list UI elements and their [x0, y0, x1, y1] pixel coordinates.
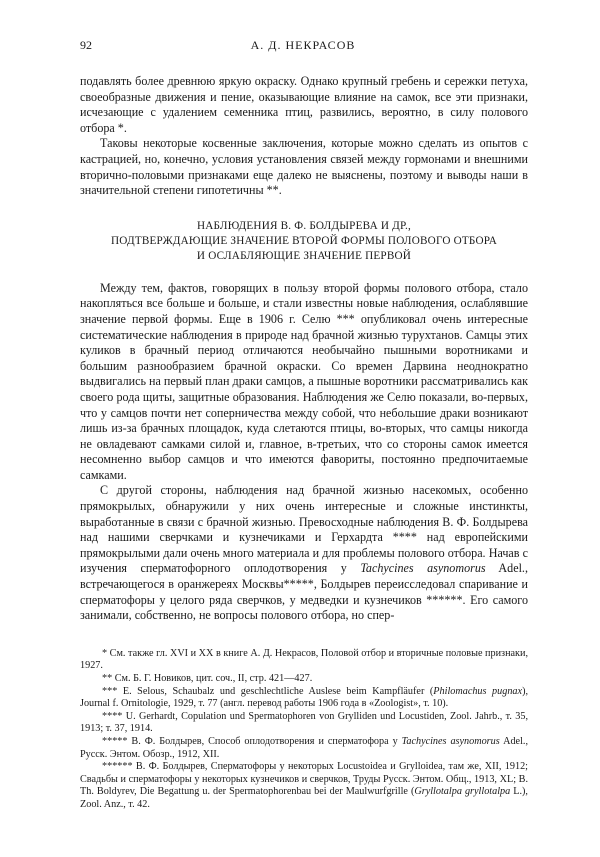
- footnote: ** См. Б. Г. Новиков, цит. соч., II, стр. 421—427.: [102, 673, 313, 684]
- species-name: Gryllotalpa gryllotalpa: [414, 786, 511, 798]
- text-run: ***** В. Ф. Болдырев, Способ оплодотворения и сперматофора у: [102, 735, 402, 747]
- heading-line: И ОСЛАБЛЯЮЩИЕ ЗНАЧЕНИЕ ПЕРВОЙ: [196, 249, 412, 262]
- footnote: [80, 736, 528, 761]
- footnote: **** U. Gerhardt, Copulation und Spermatophoren von Grylliden und Locustiden, Zool. Jahrb., т. 35, 1913; т. 37, 1914.: [80, 710, 528, 735]
- footnote: * См. также гл. XVI и XX в книге А. Д. Некрасов, Половой отбор и вторичные половые признаки, 1927.: [80, 647, 528, 672]
- heading-line: НАБЛЮДЕНИЯ В. Ф. БОЛДЫРЕВА И ДР.,: [197, 219, 411, 232]
- text-run: ****** В. Ф. Болдырев, Сперматофоры у некоторых Locustoidea и Grylloidea, там же, XII, 1912; Свадьбы и сперматофоры у некоторых кузнечиков и сверчков, Труды Русск. Энтом. Общ., 1913, XL; B. Th. Boldyrev, Die Begattung u. der Spermatophorenbau bei der Maulwurfgrille (: [80, 761, 528, 798]
- species-name: Tachycines asynomorus: [401, 735, 500, 747]
- page-number: 92: [80, 38, 92, 52]
- paragraph: Таковы некоторые косвенные заключения, которые можно сделать из опытов с кастрацией, но, конечно, условия установления связей между гормонами и внешними вторично-половыми признаками еще далеко не выяснены, поэтому и выводы наши в значительной степени гипотетичны **.: [80, 136, 528, 198]
- paragraph: [80, 483, 528, 623]
- text-run: L.), Zool. Anz., т. 42.: [80, 786, 528, 810]
- running-title: А. Д. НЕКРАСОВ: [250, 38, 356, 52]
- species-name: Philomachus pugnax: [433, 685, 523, 697]
- footnotes: [80, 648, 528, 812]
- species-name: Tachycines asynomorus: [360, 561, 486, 576]
- footnote: [80, 761, 528, 811]
- text-run: Adel., встречающегося в оранжереях Москвы*****, Болдырев переисследовал спаривание и сперматофоры у целого ряда сверчков, у медведки и кузнечиков ******. Его самого занимали, собственно, не вопросы полового отбора, но спер-: [80, 561, 528, 623]
- paragraph: подавлять более древнюю яркую окраску. Однако крупный гребень и сережки петуха, своеобразные движения и пение, оказывающие влияние на самок, все эти признаки, исчезающие с удалением семенника птиц, развились, вероятно, в силу полового отбора *.: [80, 74, 528, 135]
- text-run: Adel., Русск. Энтом. Обозр., 1912, XII.: [80, 735, 529, 760]
- main-text: [80, 74, 528, 624]
- heading-line: ПОДТВЕРЖДАЮЩИЕ ЗНАЧЕНИЕ ВТОРОЙ ФОРМЫ ПОЛОВОГО ОТБОРА: [110, 234, 498, 247]
- text-run: *** E. Selous, Schaubalz und geschlechtliche Auslese beim Kampfläufer (: [102, 685, 434, 697]
- page-header: [80, 38, 528, 58]
- paragraph: Между тем, фактов, говорящих в пользу второй формы полового отбора, стало накопляться все больше и больше, и стали известны новые наблюдения, ослаблявшие значение первой формы. Еще в 1906 г. Селю *** опубликовал очень интересные систематические наблюдения в природе над брачной жизнью турухтанов. Самцы этих куликов в брачный период отличаются необычайно пышными воротниками и большим разнообразием брачной окраски. Со времен Дарвина неоднократно выдвигались на первый план драки самцов, а пышные воротники рассматривались как своего рода щиты, защитные образования. Наблюдения же Селю показали, во-первых, что у самцов почти нет соперничества между собой, что небольшие драки возникают лишь из-за брачных площадок, куда слетаются птицы, во-вторых, что самцы никогда не овладевают самками силой и, главное, в-третьих, что со стороны самок имеется несомненно выбор самцов и что имеются фавориты, постоянно предпочитаемые самками.: [80, 280, 528, 482]
- text-run: ), Journal f. Ornitologie, 1929, т. 77 (англ. перевод работы 1906 года в «Zoologist», т. 10).: [80, 685, 529, 710]
- text-run: С другой стороны, наблюдения над брачной жизнью насекомых, особенно прямокрылых, обнаружили у них очень интересные и сложные инстинкты, выработанные в связи с брачной жизнью. Превосходные наблюдения В. Ф. Болдырева над нашими сверчками и кузнечиками и Герхардта **** над европейскими прямокрылыми дали очень много материала и для проблемы полового отбора. Начав с изучения сперматофорного оплодотворения у: [80, 483, 528, 576]
- section-heading: [80, 219, 528, 264]
- book-page: [80, 38, 528, 812]
- footnote: [80, 686, 528, 711]
